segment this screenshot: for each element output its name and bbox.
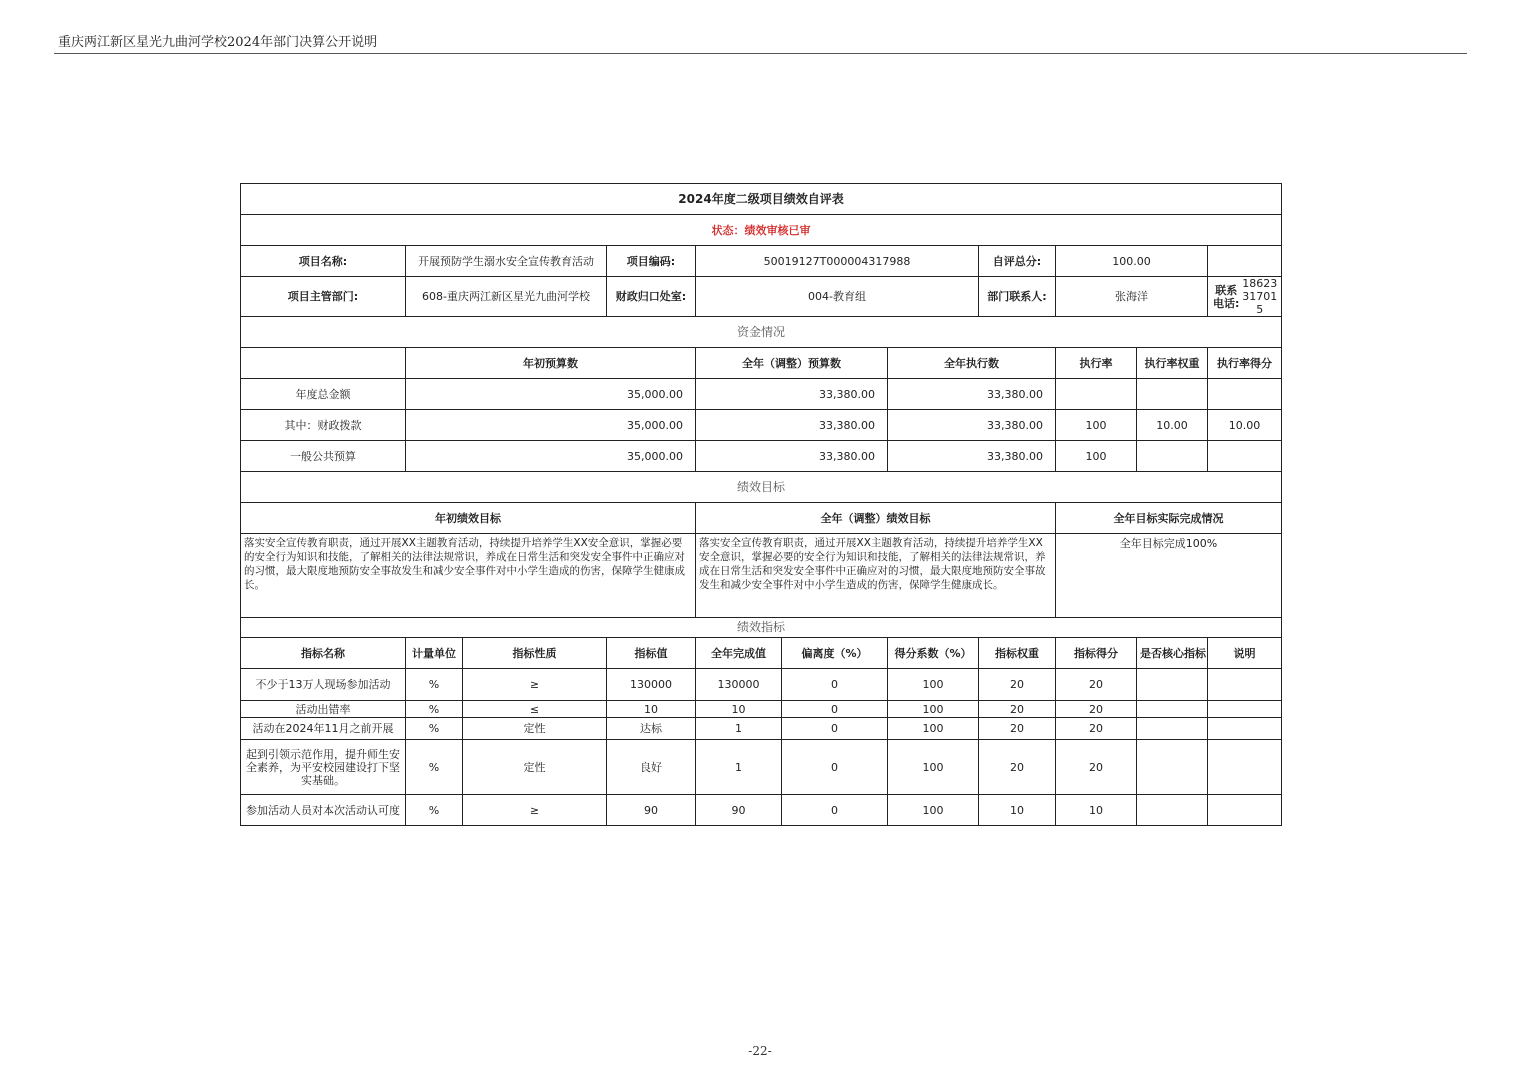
ind-weight: 20 [979,701,1056,718]
ind-header-value: 指标值 [607,638,696,669]
ind-score: 20 [1056,701,1137,718]
ind-unit: % [406,701,463,718]
phone-cell [1208,277,1282,317]
goals-section-title: 绩效目标 [241,472,1282,503]
project-code-label: 项目编码: [607,246,696,277]
ind-header-unit: 计量单位 [406,638,463,669]
ind-nature: 定性 [463,718,607,740]
ind-deviation: 0 [782,718,888,740]
ind-name: 不少于13万人现场参加活动 [241,669,406,701]
finance-value: 004-教育组 [696,277,979,317]
initial-goal-text: 落实安全宣传教育职责，通过开展XX主题教育活动，持续提升培养学生XX安全意识，掌握必要的安全行为知识和技能，了解相关的法律法规常识，养成在日常生活和突发安全事件中正确应对的习惯，最大限度地预防安全事故发生和减少安全事件对中小学生造成的伤害，保障学生健康成长。 [241,534,696,618]
ind-coefficient: 100 [888,740,979,795]
ind-value: 90 [607,795,696,826]
ind-header-deviation: 偏离度（%） [782,638,888,669]
funds-executed: 33,380.00 [888,441,1056,472]
ind-nature: ≥ [463,795,607,826]
ind-header-core: 是否核心指标 [1137,638,1208,669]
ind-value: 130000 [607,669,696,701]
funds-row [241,441,1282,472]
funds-weight [1137,379,1208,410]
funds-adjusted: 33,380.00 [696,410,888,441]
ind-weight: 20 [979,740,1056,795]
ind-core [1137,669,1208,701]
page-header: 重庆两江新区星光九曲河学校2024年部门决算公开说明 [58,35,378,50]
ind-nature: ≥ [463,669,607,701]
funds-row-label: 年度总金额 [241,379,406,410]
ind-header-score: 指标得分 [1056,638,1137,669]
ind-weight: 20 [979,669,1056,701]
ind-note [1208,669,1282,701]
ind-coefficient: 100 [888,718,979,740]
funds-adjusted: 33,380.00 [696,379,888,410]
indicator-row [241,740,1282,795]
ind-header-nature: 指标性质 [463,638,607,669]
adjusted-goal-header: 全年（调整）绩效目标 [696,503,1056,534]
ind-header-note: 说明 [1208,638,1282,669]
funds-header-adjusted: 全年（调整）预算数 [696,348,888,379]
funds-header-weight: 执行率权重 [1137,348,1208,379]
ind-coefficient: 100 [888,795,979,826]
funds-score [1208,441,1282,472]
ind-header-coefficient: 得分系数（%） [888,638,979,669]
project-name-label: 项目名称: [241,246,406,277]
dept-label: 项目主管部门: [241,277,406,317]
ind-done: 1 [696,740,782,795]
ind-core [1137,795,1208,826]
table-title: 2024年度二级项目绩效自评表 [241,184,1282,215]
funds-header-empty [241,348,406,379]
ind-note [1208,718,1282,740]
funds-initial: 35,000.00 [406,441,696,472]
ind-done: 1 [696,718,782,740]
ind-score: 20 [1056,740,1137,795]
funds-score: 10.00 [1208,410,1282,441]
ind-name: 活动出错率 [241,701,406,718]
total-score: 100.00 [1056,246,1208,277]
indicators-section-title: 绩效指标 [241,618,1282,638]
ind-header-weight: 指标权重 [979,638,1056,669]
funds-executed: 33,380.00 [888,379,1056,410]
funds-section-title: 资金情况 [241,317,1282,348]
funds-row [241,379,1282,410]
ind-weight: 20 [979,718,1056,740]
ind-header-name: 指标名称 [241,638,406,669]
funds-header-score: 执行率得分 [1208,348,1282,379]
ind-score: 20 [1056,669,1137,701]
empty-cell [1208,246,1282,277]
funds-header-initial: 年初预算数 [406,348,696,379]
ind-done: 90 [696,795,782,826]
adjusted-goal-text: 落实安全宣传教育职责，通过开展XX主题教育活动，持续提升培养学生XX安全意识，掌握必要的安全行为知识和技能，了解相关的法律法规常识，养成在日常生活和突发安全事件中正确应对的习惯，最大限度地预防安全事故发生和减少安全事件对中小学生造成的伤害，保障学生健康成长。 [696,534,1056,618]
ind-note [1208,795,1282,826]
completion-header: 全年目标实际完成情况 [1056,503,1282,534]
ind-deviation: 0 [782,795,888,826]
performance-evaluation-table [240,183,1282,826]
score-label: 自评总分: [979,246,1056,277]
ind-name: 起到引领示范作用，提升师生安全素养，为平安校园建设打下坚实基础。 [241,740,406,795]
funds-initial: 35,000.00 [406,410,696,441]
ind-core [1137,701,1208,718]
indicator-row [241,718,1282,740]
ind-value: 达标 [607,718,696,740]
project-code: 50019127T000004317988 [696,246,979,277]
ind-nature: ≤ [463,701,607,718]
funds-weight: 10.00 [1137,410,1208,441]
ind-deviation: 0 [782,669,888,701]
ind-deviation: 0 [782,701,888,718]
funds-score [1208,379,1282,410]
ind-note [1208,740,1282,795]
project-name: 开展预防学生溺水安全宣传教育活动 [406,246,607,277]
funds-executed: 33,380.00 [888,410,1056,441]
page-number: -22- [748,1044,772,1058]
ind-header-done: 全年完成值 [696,638,782,669]
funds-rate: 100 [1056,410,1137,441]
ind-coefficient: 100 [888,701,979,718]
ind-score: 20 [1056,718,1137,740]
phone-label: 联系电话: [1213,283,1240,310]
indicator-row [241,795,1282,826]
contact-label: 部门联系人: [979,277,1056,317]
funds-header-executed: 全年执行数 [888,348,1056,379]
ind-nature: 定性 [463,740,607,795]
funds-header-rate: 执行率 [1056,348,1137,379]
ind-unit: % [406,795,463,826]
indicator-row [241,669,1282,701]
funds-weight [1137,441,1208,472]
phone-value: 18623317015 [1242,277,1278,316]
ind-done: 10 [696,701,782,718]
ind-name: 活动在2024年11月之前开展 [241,718,406,740]
funds-rate: 100 [1056,441,1137,472]
ind-core [1137,718,1208,740]
ind-value: 良好 [607,740,696,795]
ind-note [1208,701,1282,718]
status-text: 状态：绩效审核已审 [241,215,1282,246]
funds-row [241,410,1282,441]
ind-done: 130000 [696,669,782,701]
initial-goal-header: 年初绩效目标 [241,503,696,534]
ind-deviation: 0 [782,740,888,795]
header-rule [54,53,1467,54]
funds-adjusted: 33,380.00 [696,441,888,472]
ind-coefficient: 100 [888,669,979,701]
indicator-row [241,701,1282,718]
ind-unit: % [406,669,463,701]
ind-name: 参加活动人员对本次活动认可度 [241,795,406,826]
ind-weight: 10 [979,795,1056,826]
ind-score: 10 [1056,795,1137,826]
ind-core [1137,740,1208,795]
funds-rate [1056,379,1137,410]
finance-label: 财政归口处室: [607,277,696,317]
funds-row-label: 其中：财政拨款 [241,410,406,441]
completion-text: 全年目标完成100% [1056,534,1282,618]
contact-value: 张海洋 [1056,277,1208,317]
funds-row-label: 一般公共预算 [241,441,406,472]
ind-value: 10 [607,701,696,718]
funds-initial: 35,000.00 [406,379,696,410]
ind-unit: % [406,718,463,740]
dept-value: 608-重庆两江新区星光九曲河学校 [406,277,607,317]
ind-unit: % [406,740,463,795]
